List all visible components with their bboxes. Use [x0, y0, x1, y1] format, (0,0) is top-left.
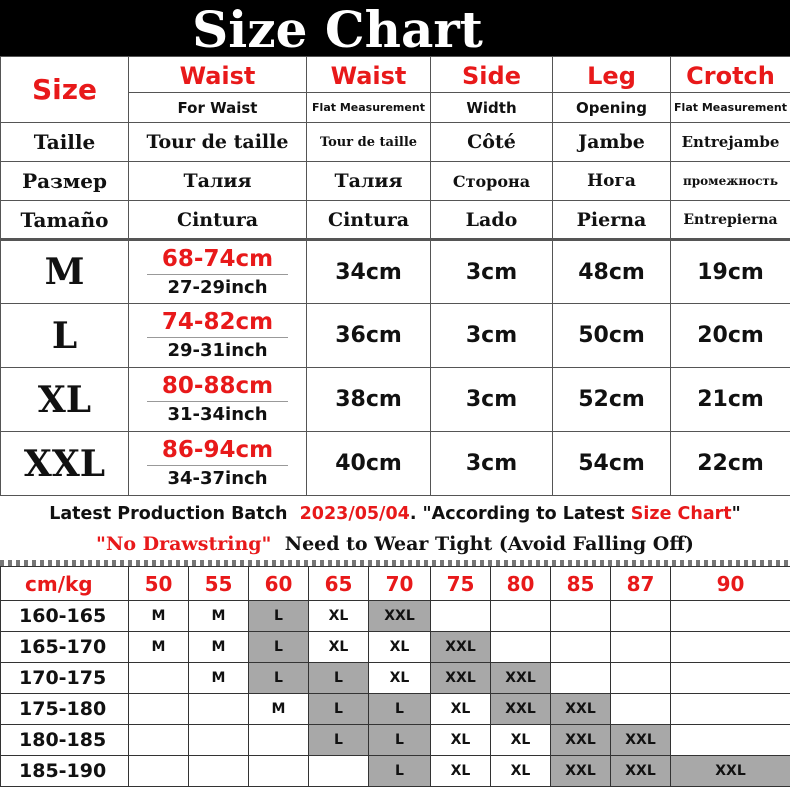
guide-corner-label: cm/kg [1, 567, 129, 601]
guide-size-cell: XL [431, 694, 491, 725]
batch-size-chart: Size Chart [630, 504, 732, 524]
guide-size-cell [249, 725, 309, 756]
translation-row-es [1, 201, 790, 240]
guide-size-cell [491, 601, 551, 632]
guide-size-cell: XL [369, 632, 431, 663]
translation-cell: Taille [1, 123, 129, 162]
waist-cm: 86-94cm [161, 437, 274, 463]
guide-size-cell: XXL [551, 756, 611, 787]
weight-header: 60 [249, 567, 309, 601]
col-subheader: For Waist [129, 93, 307, 123]
height-label: 160-165 [1, 601, 129, 632]
guide-size-cell [431, 601, 491, 632]
translation-cell: Jambe [553, 123, 671, 162]
guide-size-cell [189, 756, 249, 787]
waist-inch: 27-29inch [147, 274, 288, 301]
size-row-m [1, 240, 790, 304]
guide-row [1, 663, 790, 694]
guide-size-cell [611, 694, 671, 725]
col-subheader: Flat Measurement [671, 93, 790, 123]
guide-size-cell [671, 694, 790, 725]
translation-cell: Талия [307, 162, 431, 201]
guide-size-cell: XL [491, 756, 551, 787]
col-header: Crotch [671, 57, 790, 93]
crotch-value: 20cm [671, 304, 790, 368]
height-weight-guide [0, 566, 790, 787]
weight-header: 90 [671, 567, 790, 601]
waist-cell [129, 304, 307, 368]
translation-cell: Pierna [553, 201, 671, 240]
guide-size-cell [611, 663, 671, 694]
guide-size-cell: XXL [369, 601, 431, 632]
col-header: Leg [553, 57, 671, 93]
flat-waist-value: 40cm [307, 432, 431, 496]
batch-prefix: Latest Production Batch [49, 504, 288, 524]
guide-size-cell [611, 632, 671, 663]
batch-mid: . "According to Latest [409, 504, 625, 524]
height-label: 165-170 [1, 632, 129, 663]
size-header: Size [1, 57, 129, 123]
weight-header: 87 [611, 567, 671, 601]
size-label: L [1, 304, 129, 368]
flat-waist-value: 34cm [307, 240, 431, 304]
leg-value: 52cm [553, 368, 671, 432]
weight-header: 70 [369, 567, 431, 601]
height-label: 170-175 [1, 663, 129, 694]
guide-row [1, 632, 790, 663]
guide-size-cell: XL [369, 663, 431, 694]
guide-size-cell [129, 694, 189, 725]
weight-header: 80 [491, 567, 551, 601]
guide-size-cell [189, 725, 249, 756]
size-row-l [1, 304, 790, 368]
weight-header: 85 [551, 567, 611, 601]
guide-size-cell: M [189, 601, 249, 632]
translation-cell: Cintura [307, 201, 431, 240]
guide-size-cell [551, 632, 611, 663]
side-value: 3cm [431, 368, 553, 432]
guide-size-cell: XL [309, 632, 369, 663]
waist-cm: 68-74cm [161, 245, 274, 272]
guide-row [1, 601, 790, 632]
waist-inch: 34-37inch [147, 465, 288, 492]
translation-cell: Côté [431, 123, 553, 162]
leg-value: 50cm [553, 304, 671, 368]
guide-size-cell: M [129, 632, 189, 663]
guide-size-cell: XXL [551, 725, 611, 756]
waist-cm: 74-82cm [161, 309, 274, 335]
guide-size-cell [611, 601, 671, 632]
translation-cell: Lado [431, 201, 553, 240]
leg-value: 54cm [553, 432, 671, 496]
crotch-value: 22cm [671, 432, 790, 496]
col-header: Side [431, 57, 553, 93]
guide-size-cell: M [249, 694, 309, 725]
waist-cm: 80-88cm [161, 373, 274, 399]
guide-size-cell: L [369, 725, 431, 756]
guide-size-cell: L [309, 725, 369, 756]
page-title: Size Chart [192, 0, 483, 59]
title-bar [0, 0, 790, 59]
guide-size-cell: M [129, 601, 189, 632]
guide-size-cell: XXL [431, 663, 491, 694]
batch-end: " [731, 504, 741, 524]
guide-size-cell: L [369, 694, 431, 725]
col-subheader: Flat Measurement [307, 93, 431, 123]
guide-size-cell: M [189, 632, 249, 663]
guide-row [1, 725, 790, 756]
weight-header: 75 [431, 567, 491, 601]
col-header: Waist [129, 57, 307, 93]
guide-row [1, 694, 790, 725]
waist-cell [129, 368, 307, 432]
guide-size-cell [551, 601, 611, 632]
guide-size-cell [129, 663, 189, 694]
guide-size-cell [189, 694, 249, 725]
translation-cell: Сторона [431, 162, 553, 201]
side-value: 3cm [431, 304, 553, 368]
height-label: 185-190 [1, 756, 129, 787]
size-row-xl [1, 368, 790, 432]
guide-size-cell: L [309, 663, 369, 694]
flat-waist-value: 38cm [307, 368, 431, 432]
guide-size-cell [491, 632, 551, 663]
col-subheader: Width [431, 93, 553, 123]
guide-size-cell: XXL [431, 632, 491, 663]
waist-inch: 31-34inch [147, 401, 288, 428]
guide-size-cell [129, 725, 189, 756]
translation-cell: Талия [129, 162, 307, 201]
waist-cell [129, 432, 307, 496]
guide-size-cell [551, 663, 611, 694]
size-label: M [1, 240, 129, 304]
weight-header: 65 [309, 567, 369, 601]
guide-size-cell: XXL [611, 725, 671, 756]
batch-date: 2023/05/04 [299, 504, 410, 524]
drawstring-text: Need to Wear Tight (Avoid Falling Off) [284, 533, 694, 555]
translation-cell: Нога [553, 162, 671, 201]
guide-size-cell: L [369, 756, 431, 787]
guide-size-cell: XXL [491, 694, 551, 725]
translation-cell: Размер [1, 162, 129, 201]
guide-size-cell: L [309, 694, 369, 725]
translation-row-ru [1, 162, 790, 201]
guide-size-cell: L [249, 601, 309, 632]
translation-row-fr [1, 123, 790, 162]
guide-size-cell: L [249, 663, 309, 694]
translation-cell: Entrejambe [671, 123, 790, 162]
guide-size-cell [671, 725, 790, 756]
size-label: XXL [1, 432, 129, 496]
batch-note [0, 500, 790, 528]
col-subheader: Opening [553, 93, 671, 123]
crotch-value: 21cm [671, 368, 790, 432]
guide-size-cell: XL [491, 725, 551, 756]
waist-cell [129, 240, 307, 304]
guide-size-cell: L [249, 632, 309, 663]
guide-size-cell: XL [431, 756, 491, 787]
size-table [0, 56, 790, 496]
guide-size-cell: XL [309, 601, 369, 632]
guide-size-cell: M [189, 663, 249, 694]
header-row [1, 57, 790, 93]
drawstring-note [0, 528, 790, 560]
guide-size-cell [671, 663, 790, 694]
translation-cell: Tour de taille [307, 123, 431, 162]
size-row-xxl [1, 432, 790, 496]
guide-header-row [1, 567, 790, 601]
col-header: Waist [307, 57, 431, 93]
guide-row [1, 756, 790, 787]
translation-cell: Cintura [129, 201, 307, 240]
flat-waist-value: 36cm [307, 304, 431, 368]
translation-cell: Tour de taille [129, 123, 307, 162]
height-label: 175-180 [1, 694, 129, 725]
leg-value: 48cm [553, 240, 671, 304]
guide-size-cell [671, 601, 790, 632]
weight-header: 50 [129, 567, 189, 601]
guide-size-cell: XXL [491, 663, 551, 694]
guide-size-cell: XL [431, 725, 491, 756]
weight-header: 55 [189, 567, 249, 601]
translation-cell: промежность [671, 162, 790, 201]
guide-size-cell: XXL [551, 694, 611, 725]
guide-size-cell: XXL [671, 756, 790, 787]
guide-size-cell [129, 756, 189, 787]
drawstring-warning: "No Drawstring" [96, 533, 272, 555]
guide-size-cell [249, 756, 309, 787]
side-value: 3cm [431, 432, 553, 496]
guide-size-cell [309, 756, 369, 787]
waist-inch: 29-31inch [147, 337, 288, 364]
translation-cell: Tamaño [1, 201, 129, 240]
guide-size-cell [671, 632, 790, 663]
crotch-value: 19cm [671, 240, 790, 304]
height-label: 180-185 [1, 725, 129, 756]
translation-cell: Entrepierna [671, 201, 790, 240]
side-value: 3cm [431, 240, 553, 304]
guide-size-cell: XXL [611, 756, 671, 787]
size-label: XL [1, 368, 129, 432]
